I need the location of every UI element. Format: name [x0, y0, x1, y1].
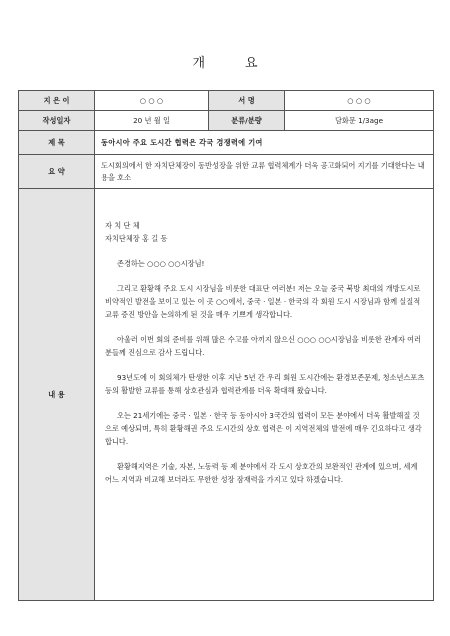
summary-value: 도시회의에서 한 자치단체장이 동반성장을 위한 교류 협력체계가 더욱 공고화되어 지기를 기대한다는 내용을 호소 [95, 155, 434, 189]
author-label: 지 은 이 [19, 91, 95, 111]
signature-label: 서 명 [209, 91, 285, 111]
paragraph-5: 환황해지역은 기술, 자본, 노동력 등 제 분야에서 각 도시 상호간의 보완적인 관계에 있으며, 세계 어느 지역과 비교해 보더라도 무한한 성장 잠재력을 가지고 있다 하겠습니다. [105, 462, 418, 484]
title-char-2: 요 [245, 56, 258, 71]
signature-value: ○ ○ ○ [285, 91, 434, 111]
date-value: 20 년 월 일 [95, 111, 209, 131]
greeting: 존경하는 ○○○ ○○시장님! [117, 259, 205, 268]
subject-label: 제 목 [19, 131, 95, 155]
subject-value: 동아시아 주요 도시간 협력은 각국 경쟁력에 기여 [95, 131, 434, 155]
document-title [0, 52, 450, 71]
category-value: 담화문 1/3age [285, 111, 434, 131]
category-label: 분류/분량 [209, 111, 285, 131]
paragraph-1: 그리고 환황해 주요 도시 시장님을 비롯한 대표단 여러분! 저는 오늘 중국 북방 최대의 개방도시로 비약적인 발전을 보이고 있는 이 곳 ○○에서, 중국 · 일본 · 한국의 각 회원 도시 시장님과 함께 실질적 교류 증진 방안을 논의하게 된 것을 매우 기쁘게 생각합니다. [105, 284, 421, 319]
content-label: 내 용 [19, 189, 95, 601]
title-char-1: 개 [192, 56, 205, 71]
summary-label: 요 약 [19, 155, 95, 189]
paragraph-2: 아울러 이번 회의 준비를 위해 많은 수고를 아끼지 않으신 ○○○ ○○시장님을 비롯한 관계자 여러분들께 진심으로 감사 드립니다. [105, 335, 422, 357]
summary-form-table [18, 90, 434, 601]
paragraph-4: 오는 21세기에는 중국 · 일본 · 한국 등 동아시아 3국간의 협력이 모든 분야에서 더욱 활발해질 것으로 예상되며, 특히 환황해권 주요 도시간의 상호 협력은 이 지역전체의 발전에 매우 긴요하다고 생각합니다. [105, 411, 422, 446]
paragraph-3: 93년도에 이 회의체가 탄생한 이후 지난 5년 간 우리 회원 도시간에는 환경보존문제, 청소년스포츠 등의 활발한 교류를 통해 상호관심과 협력관계를 더욱 확대해 왔습니다. [105, 373, 425, 395]
author-value: ○ ○ ○ [95, 91, 209, 111]
content-body [95, 189, 434, 601]
date-label: 작성일자 [19, 111, 95, 131]
official-line: 자치단체장 홍 길 동 [105, 234, 168, 243]
org-line: 자 치 단 체 [105, 221, 140, 230]
